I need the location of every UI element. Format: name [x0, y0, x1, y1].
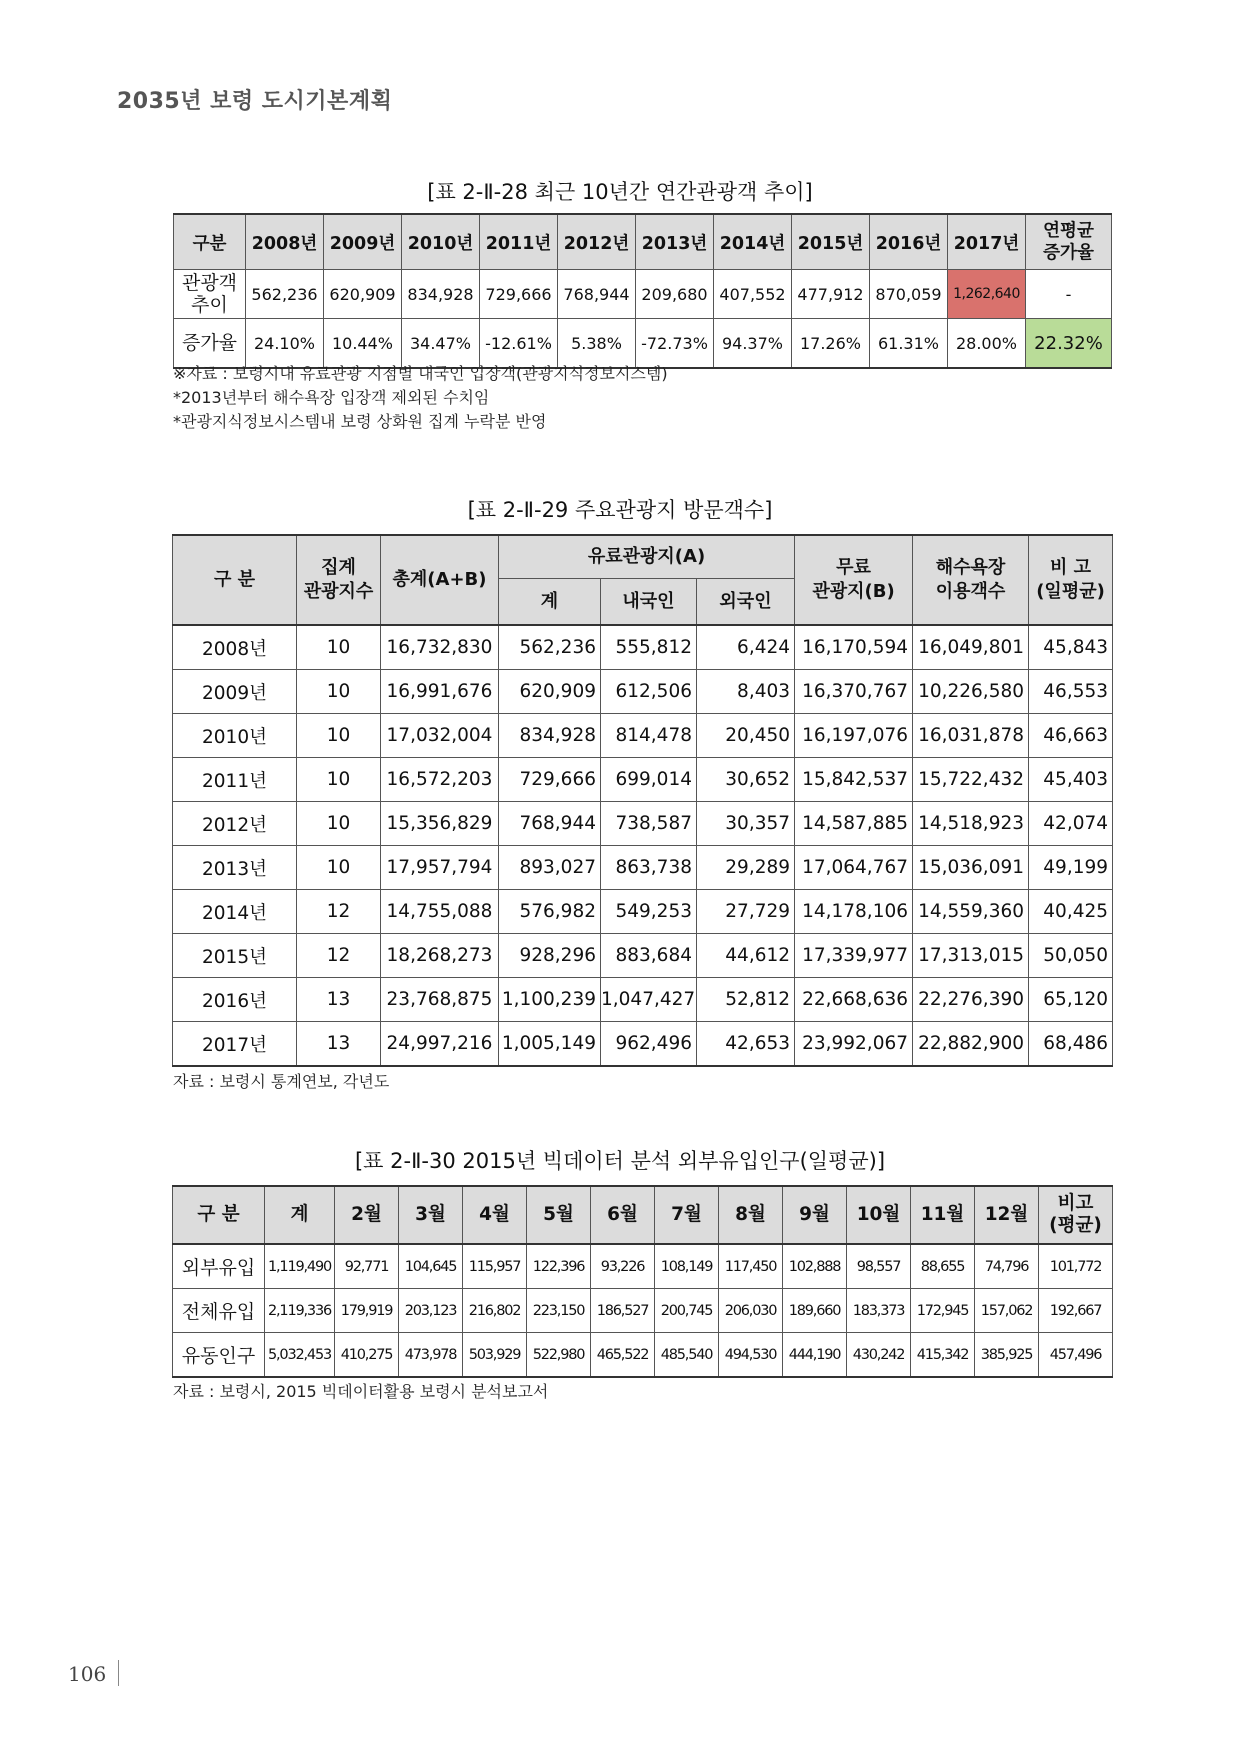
month-header: 9월 [783, 1186, 847, 1244]
year-header: 2016년 [870, 214, 948, 270]
free-sites-cell: 16,370,767 [795, 670, 913, 714]
table1-header-row [174, 214, 1112, 270]
year-cell: 2012년 [173, 802, 297, 846]
daily-avg-header [1029, 535, 1113, 625]
site-count-header-line2: 관광지수 [303, 581, 374, 602]
total-cell: 14,755,088 [381, 890, 499, 934]
month-cell: 206,030 [719, 1289, 783, 1333]
daily-avg-cell: 46,663 [1029, 714, 1113, 758]
paid-domestic-cell: 612,506 [601, 670, 697, 714]
paid-sites-header: 유료관광지(A) [499, 535, 795, 579]
beach-visitors-cell: 14,559,360 [913, 890, 1029, 934]
year-cell: 2014년 [173, 890, 297, 934]
month-cell: 485,540 [655, 1333, 719, 1378]
table3-body [173, 1244, 1113, 1377]
sum-cell: 1,119,490 [265, 1244, 335, 1289]
beach-visitors-cell: 22,276,390 [913, 978, 1029, 1022]
growth-row [174, 319, 1112, 369]
daily-avg-cell: 50,050 [1029, 934, 1113, 978]
beach-visitors-header [913, 535, 1029, 625]
month-header: 7월 [655, 1186, 719, 1244]
year-cell: 2013년 [173, 846, 297, 890]
paid-foreign-cell: 29,289 [697, 846, 795, 890]
paid-domestic-cell: 863,738 [601, 846, 697, 890]
free-sites-cell: 17,064,767 [795, 846, 913, 890]
avg-growth-cell: 22.32% [1026, 319, 1112, 369]
paid-domestic-cell: 883,684 [601, 934, 697, 978]
beach-visitors-cell: 15,722,432 [913, 758, 1029, 802]
month-header: 10월 [847, 1186, 911, 1244]
row-label: 외부유입 [173, 1244, 265, 1289]
month-cell: 102,888 [783, 1244, 847, 1289]
free-sites-header [795, 535, 913, 625]
paid-total-cell: 928,296 [499, 934, 601, 978]
daily-avg-cell: 49,199 [1029, 846, 1113, 890]
table2-header-row-1 [173, 535, 1113, 579]
month-header: 4월 [463, 1186, 527, 1244]
daily-avg-cell: 45,843 [1029, 625, 1113, 670]
site-count-cell: 10 [297, 670, 381, 714]
paid-foreign-cell: 44,612 [697, 934, 795, 978]
site-count-cell: 12 [297, 934, 381, 978]
visitors-label-line1: 관광객 [181, 272, 238, 294]
month-header: 12월 [975, 1186, 1039, 1244]
total-cell: 18,268,273 [381, 934, 499, 978]
growth-cell: 5.38% [558, 319, 636, 369]
table3-source: 자료 : 보령시, 2015 빅데이터활용 보령시 분석보고서 [173, 1382, 549, 1401]
table-row [173, 934, 1113, 978]
average-cell: 457,496 [1039, 1333, 1113, 1378]
table1-notes [173, 362, 668, 434]
table2-body [173, 625, 1113, 1066]
daily-avg-cell: 46,553 [1029, 670, 1113, 714]
page-number: 106 [68, 1662, 107, 1686]
visitors-cell: 477,912 [792, 270, 870, 319]
paid-total-cell: 576,982 [499, 890, 601, 934]
average-header [1039, 1186, 1113, 1244]
free-sites-cell: 15,842,537 [795, 758, 913, 802]
beach-header-line1: 해수욕장 [935, 557, 1006, 578]
average-header-line1: 비고 [1057, 1193, 1094, 1214]
month-cell: 223,150 [527, 1289, 591, 1333]
paid-domestic-cell: 549,253 [601, 890, 697, 934]
average-cell: 192,667 [1039, 1289, 1113, 1333]
total-cell: 17,032,004 [381, 714, 499, 758]
category-header: 구 분 [173, 1186, 265, 1244]
visitors-cell: 729,666 [480, 270, 558, 319]
year-header: 2017년 [948, 214, 1026, 270]
month-cell: 189,660 [783, 1289, 847, 1333]
table1-caption: [표 2-Ⅱ-28 최근 10년간 연간관광객 추이] [427, 180, 813, 204]
avg-growth-header [1026, 214, 1112, 270]
table1-note: *관광지식정보시스템내 보령 상화원 집계 누락분 반영 [173, 412, 547, 431]
paid-domestic-cell: 962,496 [601, 1022, 697, 1067]
daily-avg-cell: 45,403 [1029, 758, 1113, 802]
paid-total-cell: 562,236 [499, 625, 601, 670]
month-header: 6월 [591, 1186, 655, 1244]
table-row [173, 625, 1113, 670]
free-sites-cell: 16,197,076 [795, 714, 913, 758]
month-cell: 74,796 [975, 1244, 1039, 1289]
sum-header: 계 [265, 1186, 335, 1244]
paid-total-header: 계 [499, 579, 601, 625]
month-cell: 183,373 [847, 1289, 911, 1333]
year-header: 2015년 [792, 214, 870, 270]
month-cell: 522,980 [527, 1333, 591, 1378]
table3-header-row [173, 1186, 1113, 1244]
beach-visitors-cell: 22,882,900 [913, 1022, 1029, 1067]
table-row [173, 1022, 1113, 1067]
beach-visitors-cell: 10,226,580 [913, 670, 1029, 714]
paid-total-cell: 893,027 [499, 846, 601, 890]
row-label: 전체유입 [173, 1289, 265, 1333]
site-count-cell: 10 [297, 846, 381, 890]
daily-avg-header-line2: (일평균) [1036, 581, 1105, 602]
table2-source: 자료 : 보령시 통계연보, 각년도 [173, 1072, 390, 1091]
year-header: 2008년 [246, 214, 324, 270]
paid-foreign-cell: 42,653 [697, 1022, 795, 1067]
growth-cell: 10.44% [324, 319, 402, 369]
table-row [173, 890, 1113, 934]
beach-visitors-cell: 16,049,801 [913, 625, 1029, 670]
month-cell: 157,062 [975, 1289, 1039, 1333]
table-row [173, 758, 1113, 802]
site-count-header [297, 535, 381, 625]
paid-domestic-header: 내국인 [601, 579, 697, 625]
growth-cell: 61.31% [870, 319, 948, 369]
free-sites-cell: 17,339,977 [795, 934, 913, 978]
total-cell: 16,572,203 [381, 758, 499, 802]
growth-cell: -12.61% [480, 319, 558, 369]
month-cell: 385,925 [975, 1333, 1039, 1378]
paid-foreign-cell: 6,424 [697, 625, 795, 670]
month-cell: 444,190 [783, 1333, 847, 1378]
site-count-cell: 10 [297, 802, 381, 846]
free-sites-header-line2: 관광지(B) [812, 581, 895, 602]
growth-row-label: 증가율 [174, 319, 246, 369]
row-label: 유동인구 [173, 1333, 265, 1378]
table1-note: *2013년부터 해수욕장 입장객 제외된 수치임 [173, 388, 490, 407]
table-row [173, 670, 1113, 714]
site-count-cell: 13 [297, 978, 381, 1022]
table-row [173, 1244, 1113, 1289]
month-cell: 465,522 [591, 1333, 655, 1378]
total-cell: 17,957,794 [381, 846, 499, 890]
daily-avg-header-line1: 비 고 [1049, 557, 1092, 578]
paid-total-cell: 834,928 [499, 714, 601, 758]
year-cell: 2017년 [173, 1022, 297, 1067]
month-header: 3월 [399, 1186, 463, 1244]
month-header: 5월 [527, 1186, 591, 1244]
paid-domestic-cell: 699,014 [601, 758, 697, 802]
year-cell: 2009년 [173, 670, 297, 714]
visitors-label-line2: 추이 [191, 294, 228, 316]
table-row [173, 714, 1113, 758]
visitors-cell: 768,944 [558, 270, 636, 319]
month-cell: 117,450 [719, 1244, 783, 1289]
total-cell: 23,768,875 [381, 978, 499, 1022]
visitors-row-label [174, 270, 246, 319]
month-cell: 108,149 [655, 1244, 719, 1289]
paid-domestic-cell: 738,587 [601, 802, 697, 846]
avg-growth-header-line1: 연평균 [1043, 221, 1094, 241]
month-cell: 93,226 [591, 1244, 655, 1289]
month-header: 2월 [335, 1186, 399, 1244]
visitors-avg-cell: - [1026, 270, 1112, 319]
visitors-cell: 834,928 [402, 270, 480, 319]
bigdata-inflow-table [172, 1185, 1113, 1378]
paid-total-cell: 729,666 [499, 758, 601, 802]
avg-growth-header-line2: 증가율 [1043, 243, 1094, 263]
month-cell: 473,978 [399, 1333, 463, 1378]
table-row [173, 1289, 1113, 1333]
site-count-cell: 10 [297, 714, 381, 758]
month-header: 8월 [719, 1186, 783, 1244]
sum-cell: 2,119,336 [265, 1289, 335, 1333]
year-cell: 2011년 [173, 758, 297, 802]
month-cell: 122,396 [527, 1244, 591, 1289]
daily-avg-cell: 40,425 [1029, 890, 1113, 934]
growth-cell: 94.37% [714, 319, 792, 369]
year-cell: 2016년 [173, 978, 297, 1022]
total-cell: 24,997,216 [381, 1022, 499, 1067]
running-header-title: 2035년 보령 도시기본계획 [117, 89, 393, 114]
year-header: 2011년 [480, 214, 558, 270]
paid-total-cell: 1,005,149 [499, 1022, 601, 1067]
free-sites-cell: 16,170,594 [795, 625, 913, 670]
year-header: 2013년 [636, 214, 714, 270]
table-row [173, 1333, 1113, 1378]
beach-visitors-cell: 17,313,015 [913, 934, 1029, 978]
visitors-cell: 209,680 [636, 270, 714, 319]
growth-cell: 17.26% [792, 319, 870, 369]
daily-avg-cell: 68,486 [1029, 1022, 1113, 1067]
month-cell: 200,745 [655, 1289, 719, 1333]
month-cell: 494,530 [719, 1333, 783, 1378]
daily-avg-cell: 65,120 [1029, 978, 1113, 1022]
growth-cell: -72.73% [636, 319, 714, 369]
beach-visitors-cell: 15,036,091 [913, 846, 1029, 890]
month-header: 11월 [911, 1186, 975, 1244]
visitors-cell-max: 1,262,640 [948, 270, 1026, 319]
month-cell: 92,771 [335, 1244, 399, 1289]
paid-domestic-cell: 1,047,427 [601, 978, 697, 1022]
table-row [173, 802, 1113, 846]
visitors-cell: 562,236 [246, 270, 324, 319]
total-cell: 16,732,830 [381, 625, 499, 670]
paid-foreign-cell: 30,357 [697, 802, 795, 846]
paid-foreign-cell: 8,403 [697, 670, 795, 714]
year-header: 2014년 [714, 214, 792, 270]
month-cell: 115,957 [463, 1244, 527, 1289]
site-count-cell: 10 [297, 625, 381, 670]
free-sites-header-line1: 무료 [836, 557, 871, 578]
sum-cell: 5,032,453 [265, 1333, 335, 1378]
paid-foreign-cell: 20,450 [697, 714, 795, 758]
growth-cell: 24.10% [246, 319, 324, 369]
month-cell: 186,527 [591, 1289, 655, 1333]
page-number-divider [118, 1660, 119, 1686]
beach-header-line2: 이용객수 [935, 581, 1006, 602]
paid-foreign-header: 외국인 [697, 579, 795, 625]
annual-visitors-table [173, 213, 1112, 369]
growth-cell: 28.00% [948, 319, 1026, 369]
month-cell: 415,342 [911, 1333, 975, 1378]
beach-visitors-cell: 14,518,923 [913, 802, 1029, 846]
month-cell: 88,655 [911, 1244, 975, 1289]
year-cell: 2010년 [173, 714, 297, 758]
site-count-header-line1: 집계 [321, 557, 356, 578]
site-count-cell: 12 [297, 890, 381, 934]
month-cell: 430,242 [847, 1333, 911, 1378]
average-header-line2: (평균) [1049, 1215, 1102, 1236]
beach-visitors-cell: 16,031,878 [913, 714, 1029, 758]
free-sites-cell: 14,178,106 [795, 890, 913, 934]
month-cell: 98,557 [847, 1244, 911, 1289]
month-cell: 179,919 [335, 1289, 399, 1333]
paid-foreign-cell: 52,812 [697, 978, 795, 1022]
year-cell: 2015년 [173, 934, 297, 978]
site-count-cell: 10 [297, 758, 381, 802]
paid-total-cell: 620,909 [499, 670, 601, 714]
month-cell: 203,123 [399, 1289, 463, 1333]
month-cell: 172,945 [911, 1289, 975, 1333]
year-header: 2009년 [324, 214, 402, 270]
category-header: 구 분 [173, 535, 297, 625]
total-cell: 16,991,676 [381, 670, 499, 714]
visitors-cell: 870,059 [870, 270, 948, 319]
average-cell: 101,772 [1039, 1244, 1113, 1289]
year-header: 2012년 [558, 214, 636, 270]
table1-corner-header: 구분 [174, 214, 246, 270]
table3-caption: [표 2-Ⅱ-30 2015년 빅데이터 분석 외부유입인구(일평균)] [354, 1149, 886, 1173]
visitors-cell: 620,909 [324, 270, 402, 319]
table-row [173, 978, 1113, 1022]
month-cell: 216,802 [463, 1289, 527, 1333]
tourist-site-visitors-table [172, 534, 1113, 1067]
year-cell: 2008년 [173, 625, 297, 670]
paid-foreign-cell: 30,652 [697, 758, 795, 802]
total-cell: 15,356,829 [381, 802, 499, 846]
table-row [173, 846, 1113, 890]
table2-caption: [표 2-Ⅱ-29 주요관광지 방문객수] [467, 498, 773, 522]
free-sites-cell: 22,668,636 [795, 978, 913, 1022]
free-sites-cell: 23,992,067 [795, 1022, 913, 1067]
paid-total-cell: 1,100,239 [499, 978, 601, 1022]
free-sites-cell: 14,587,885 [795, 802, 913, 846]
month-cell: 104,645 [399, 1244, 463, 1289]
growth-cell: 34.47% [402, 319, 480, 369]
site-count-cell: 13 [297, 1022, 381, 1067]
paid-domestic-cell: 814,478 [601, 714, 697, 758]
total-header: 총계(A+B) [381, 535, 499, 625]
paid-total-cell: 768,944 [499, 802, 601, 846]
year-header: 2010년 [402, 214, 480, 270]
daily-avg-cell: 42,074 [1029, 802, 1113, 846]
paid-foreign-cell: 27,729 [697, 890, 795, 934]
table1-note: ※자료 : 보령시내 유료관광 지점별 내국인 입장객(관광지식정보시스템) [173, 364, 668, 383]
visitors-cell: 407,552 [714, 270, 792, 319]
month-cell: 410,275 [335, 1333, 399, 1378]
month-cell: 503,929 [463, 1333, 527, 1378]
visitors-row [174, 270, 1112, 319]
paid-domestic-cell: 555,812 [601, 625, 697, 670]
